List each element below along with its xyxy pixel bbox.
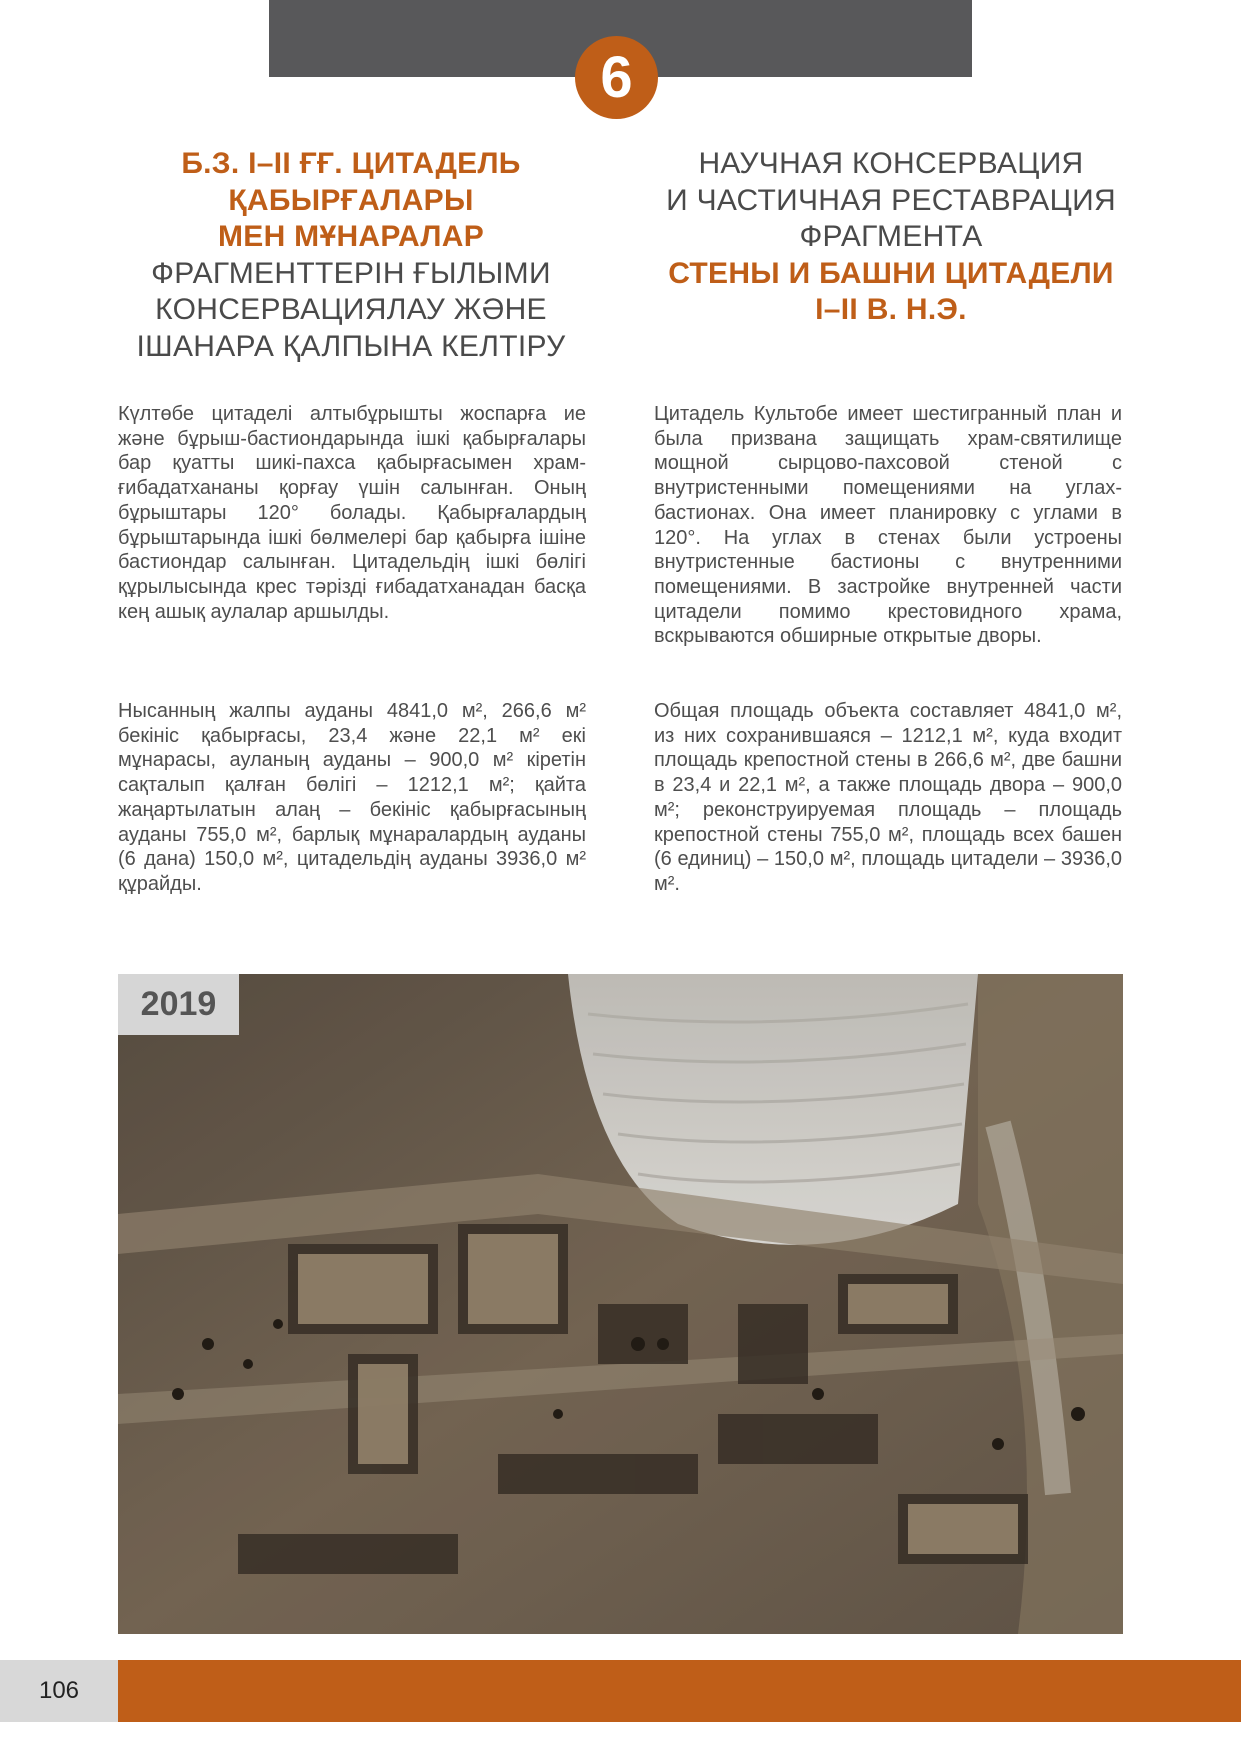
heading-kz-accent-line: ҚАБЫРҒАЛАРЫ — [228, 183, 474, 217]
footer-accent-bar — [118, 1660, 1241, 1722]
kazakh-paragraph-1 — [118, 402, 586, 624]
heading-ru-accent-line: СТЕНЫ И БАШНИ ЦИТАДЕЛИ — [668, 256, 1114, 290]
heading-kz-accent-line: Б.З. І–ІІ ҒҒ. ЦИТАДЕЛЬ — [181, 147, 521, 180]
heading-kz-accent-line: МЕН МҰНАРАЛАР — [217, 220, 485, 253]
heading-kz-plain-line: ФРАГМЕНТТЕРІН ҒЫЛЫМИ — [151, 256, 551, 290]
russian-paragraph-1 — [654, 402, 1122, 649]
heading-ru-accent-line: І–ІІ В. Н.Э. — [815, 293, 967, 326]
heading-russian — [653, 146, 1129, 329]
heading-kz-plain-line: ІШАНАРА ҚАЛПЫНА КЕЛТІРУ — [136, 329, 566, 363]
page-number: 106 — [0, 1660, 118, 1722]
kz-paragraph-text: Күлтөбе цитаделі алтыбұрышты жоспарға ие және бұрыш-бастиондарында ішкі қабырғалары бар қуатты шикі-пахса қабырғасымен храм-ғибадатхананы қорғау үшін салынған. Оның бұрыштары 120° болады. Қабырғалардың бұрыштарында ішкі бөлмелері бар қабырға ішіне бастиондар салынған. Цитадельдің ішкі бөлігі құрылысында крес тәрізді ғибадатханадан басқа кең ашық аулалар аршылды. — [118, 403, 586, 623]
kazakh-paragraph-2 — [118, 699, 586, 897]
heading-kz-plain-line: КОНСЕРВАЦИЯЛАУ ЖӘНЕ — [155, 293, 547, 326]
aerial-excavation-photo — [118, 974, 1123, 1634]
kz-area-paragraph-text: Нысанның жалпы ауданы 4841,0 м², 266,6 м² бекініс қабырғасы, 23,4 және 22,1 м² екі мұнарасы, ауланың ауданы – 900,0 м² кіретін сақталып қалған бөлігі – 1212,1 м²; қайта жаңартылатын алаң – бекініс қабырғасының ауданы 755,0 м², барлық мұнаралардың ауданы (6 дана) 150,0 м², цитадельдің ауданы 3936,0 м² құрайды. — [118, 700, 586, 895]
russian-paragraph-2 — [654, 699, 1122, 897]
heading-ru-plain-line: ФРАГМЕНТА — [799, 220, 983, 253]
heading-kazakh — [113, 146, 589, 365]
aerial-photo-illustration — [118, 974, 1123, 1634]
ru-paragraph-text: Цитадель Культобе имеет шестигранный план и была призвана защищать храм-святилище мощной сырцово-пахсовой стеной с внутристенными помещениями на углах-бастионах. Она имеет планировку с углами в 120°. На углах в стенах были устроены внутристенные бастионы с внутренними помещениями. В застройке внутренней части цитадели помимо крестовидного храма, вскрываются обширные открытые дворы. — [654, 403, 1122, 648]
heading-ru-plain-line: НАУЧНАЯ КОНСЕРВАЦИЯ — [698, 147, 1084, 180]
photo-year-label: 2019 — [118, 974, 239, 1035]
ru-area-paragraph-text: Общая площадь объекта составляет 4841,0 м², из них сохранившаяся – 1212,1 м², куда входит площадь крепостной стены в 266,6 м², две башни в 23,4 и 22,1 м², а также площадь двора – 900,0 м²; реконструируемая площадь – площадь крепостной стены 755,0 м², площадь всех башен (6 единиц) – 150,0 м², площадь цитадели – 3936,0 м². — [654, 700, 1122, 895]
chapter-number-badge: 6 — [575, 36, 658, 119]
heading-ru-plain-line: И ЧАСТИЧНАЯ РЕСТАВРАЦИЯ — [666, 183, 1116, 217]
